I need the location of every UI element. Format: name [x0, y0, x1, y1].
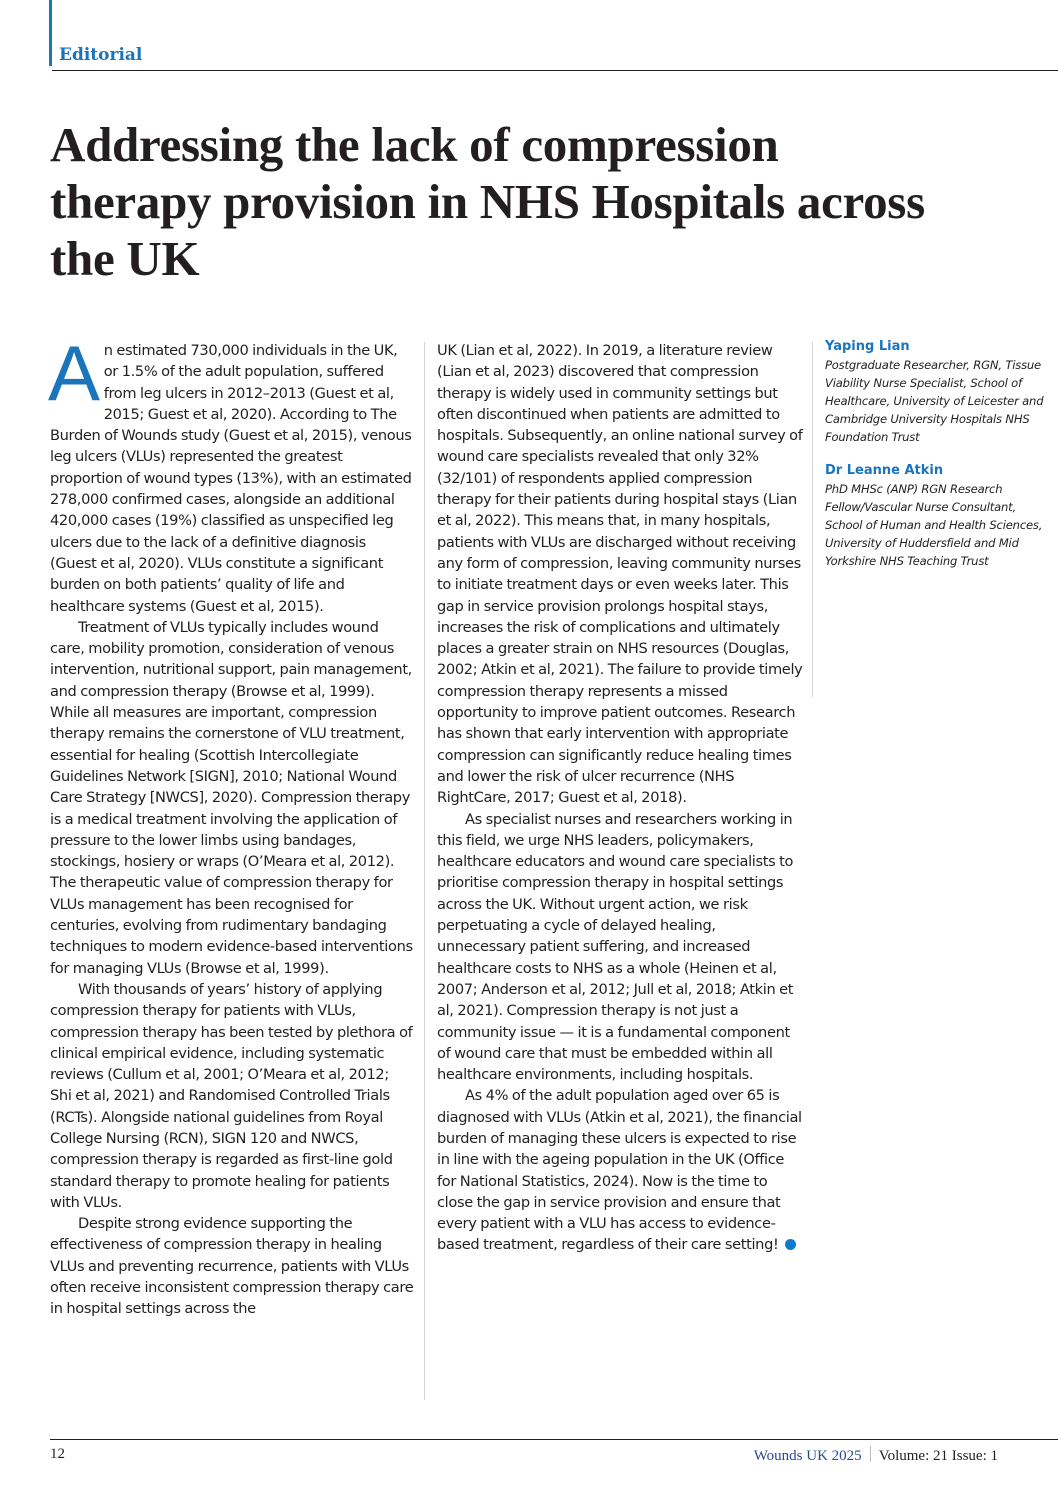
paragraph: As 4% of the adult population aged over 65 is diagnosed with VLUs (Atkin et al, 2021), the financial burden of managing these ulcers is expected to rise in line with the ageing population in the UK (Office for National Statistics, 2024). Now is the time to close the gap in service provision and ensure that every patient with a VLU has access to evidence-based treatment, regardless of their care setting!	[437, 1087, 802, 1254]
end-of-article-dot-icon	[785, 1239, 796, 1250]
drop-cap: A	[48, 329, 100, 417]
footer-separator	[870, 1446, 871, 1462]
paragraph: Despite strong evidence supporting the effectiveness of compression therapy in healing VLUs and preventing recurrence, patients with VLUs often receive inconsistent compression therapy care in hospital settings across the	[50, 1215, 414, 1318]
paragraph: Treatment of VLUs typically includes wound care, mobility promotion, consideration of venous intervention, nutritional support, pain management, and compression therapy (Browse et al, 1999). While all measures are important, compression therapy remains the cornerstone of VLU treatment, essential for healing (Scottish Intercollegiate Guidelines Network [SIGN], 2010; National Wound Care Strategy [NWCS], 2020). Compression therapy is a medical treatment involving the application of pressure to the lower limbs using bandages, stockings, hosiery or wraps (O’Meara et al, 2012). The therapeutic value of compression therapy for VLUs management has been recognised for centuries, evolving from rudimentary bandaging techniques to modern evidence-based interventions for managing VLUs (Browse et al, 1999).	[50, 618, 413, 977]
column-divider	[424, 342, 425, 1400]
section-accent-bar	[49, 0, 52, 66]
author-name: Dr Leanne Atkin	[825, 463, 944, 478]
author-name: Yaping Lian	[825, 339, 910, 354]
sidebar-divider	[812, 342, 813, 697]
page-number: 12	[50, 1446, 65, 1462]
journal-name: Wounds UK 2025	[753, 1448, 862, 1464]
paragraph: As specialist nurses and researchers working in this field, we urge NHS leaders, policymakers, healthcare educators and wound care specialists to prioritise compression therapy in hospital settings across the UK. Without urgent action, we risk perpetuating a cycle of delayed healing, unnecessary patient suffering, and increased healthcare costs to NHS as a whole (Heinen et al, 2007; Anderson et al, 2012; Jull et al, 2018; Atkin et al, 2021). Compression therapy is not just a community issue — it is a fundamental component of wound care that must be embedded within all healthcare environments, including hospitals.	[437, 810, 794, 1084]
body-column-2	[437, 340, 803, 1256]
article-title: Addressing the lack of compression therapy provision in NHS Hospitals across the UK	[50, 117, 925, 286]
author-sidebar	[825, 338, 1045, 586]
author-affiliation: PhD MHSc (ANP) RGN Research Fellow/Vascular Nurse Consultant, School of Human and Health Sciences, University of Huddersfield and Mid Yorkshire NHS Teaching Trust	[825, 482, 1043, 568]
footer-journal-info	[754, 1446, 998, 1465]
header-rule	[52, 70, 1058, 71]
author-affiliation: Postgraduate Researcher, RGN, Tissue Viability Nurse Specialist, School of Healthcare, University of Leicester and Cambridge University Hospitals NHS Foundation Trust	[825, 358, 1044, 444]
volume-issue: Volume: 21 Issue: 1	[878, 1448, 998, 1464]
paragraph: UK (Lian et al, 2022). In 2019, a literature review (Lian et al, 2023) discovered that compression therapy is widely used in community settings but often discontinued when patients are admitted to hospitals. Subsequently, an online national survey of wound care specialists revealed that only 32% (32/101) of respondents applied compression therapy for their patients during hospital stays (Lian et al, 2022). This means that, in many hospitals, patients with VLUs are discharged without receiving any form of compression, leaving community nurses to initiate treatment days or even weeks later. This gap in service provision prolongs hospital stays, increases the risk of complications and ultimately places a greater strain on NHS resources (Douglas, 2002; Atkin et al, 2021). The failure to provide timely compression therapy represents a missed opportunity to improve patient outcomes. Research has shown that early intervention with appropriate compression can significantly reduce healing times and lower the risk of ulcer recurrence (NHS RightCare, 2017; Guest et al, 2018).	[437, 342, 803, 807]
body-column-1	[48, 329, 414, 1320]
author-block	[825, 462, 1045, 570]
paragraph: An estimated 730,000 individuals in the UK, or 1.5% of the adult population, suffered from leg ulcers in 2012–2013 (Guest et al, 2015; Guest et al, 2020). According to The Burden of Wounds study (Guest et al, 2015), venous leg ulcers (VLUs) represented the greatest proportion of wound types (13%), with an estimated 278,000 confirmed cases, alongside an additional 420,000 cases (19%) classified as unspecified leg ulcers due to the lack of a definitive diagnosis (Guest et al, 2020). VLUs constitute a significant burden on both patients’ quality of life and healthcare systems (Guest et al, 2015).	[48, 329, 412, 615]
footer-rule	[50, 1439, 1058, 1440]
author-block	[825, 338, 1045, 446]
section-label: Editorial	[59, 45, 143, 65]
paragraph: With thousands of years’ history of applying compression therapy for patients with VLUs, compression therapy has been tested by plethora of clinical empirical evidence, including systematic reviews (Cullum et al, 2001; O’Meara et al, 2012; Shi et al, 2021) and Randomised Controlled Trials (RCTs). Alongside national guidelines from Royal College Nursing (RCN), SIGN 120 and NWCS, compression therapy is regarded as first-line gold standard therapy to promote healing for patients with VLUs.	[50, 980, 413, 1211]
